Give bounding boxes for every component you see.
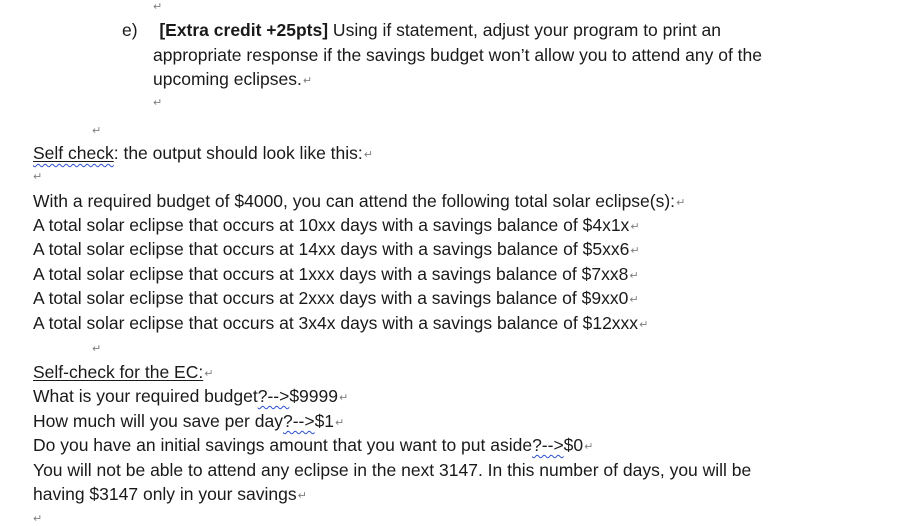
ec-check-heading: Self-check for the EC:↵ [33, 362, 214, 382]
extra-credit-tag: [Extra credit +25pts] [159, 20, 329, 40]
ec-result-line-2: having $3147 only in your savings↵ [33, 484, 307, 504]
self-check-label: Self check [33, 143, 114, 163]
extra-credit-line-1 [122, 18, 721, 42]
output-line: A total solar eclipse that occurs at 3x4x days with a savings balance of $12xxx↵ [33, 313, 649, 333]
output-line: A total solar eclipse that occurs at 2xxx days with a savings balance of $9xx0↵ [33, 288, 639, 308]
ec-question-initial-savings: Do you have an initial savings amount that you want to put aside?-->$0↵ [33, 435, 594, 455]
extra-credit-text: Using if statement, adjust your program to print an [328, 20, 722, 40]
output-line: A total solar eclipse that occurs at 1xxx days with a savings balance of $7xx8↵ [33, 264, 639, 284]
extra-credit-line-2: appropriate response if the savings budget won’t allow you to attend any of the [153, 45, 763, 65]
output-line: A total solar eclipse that occurs at 10xx days with a savings balance of $4x1x↵ [33, 215, 640, 235]
paragraph-mark: ↵ [153, 1, 163, 13]
paragraph-mark: ↵ [153, 97, 163, 109]
self-check-text: : the output should look like this: [113, 143, 363, 163]
list-item-label: e) [122, 20, 138, 40]
paragraph-mark: ↵ [92, 343, 102, 355]
paragraph-mark: ↵ [92, 125, 102, 137]
paragraph-mark: ↵ [33, 513, 43, 525]
paragraph-mark: ↵ [33, 171, 43, 183]
output-line: A total solar eclipse that occurs at 14xx days with a savings balance of $5xx6↵ [33, 239, 640, 259]
extra-credit-line-3: upcoming eclipses.↵ [153, 67, 312, 93]
self-check-line [33, 141, 373, 167]
output-line: With a required budget of $4000, you can attend the following total solar eclipse(s):↵ [33, 191, 686, 211]
paragraph-mark: ↵ [302, 75, 313, 87]
ec-result-line-1: You will not be able to attend any eclipse in the next 3147. In this number of days, you will be [33, 460, 752, 480]
paragraph-mark: ↵ [363, 149, 373, 161]
ec-question-daily-savings: How much will you save per day?-->$1↵ [33, 411, 345, 431]
ec-question-budget: What is your required budget?-->$9999↵ [33, 386, 349, 406]
